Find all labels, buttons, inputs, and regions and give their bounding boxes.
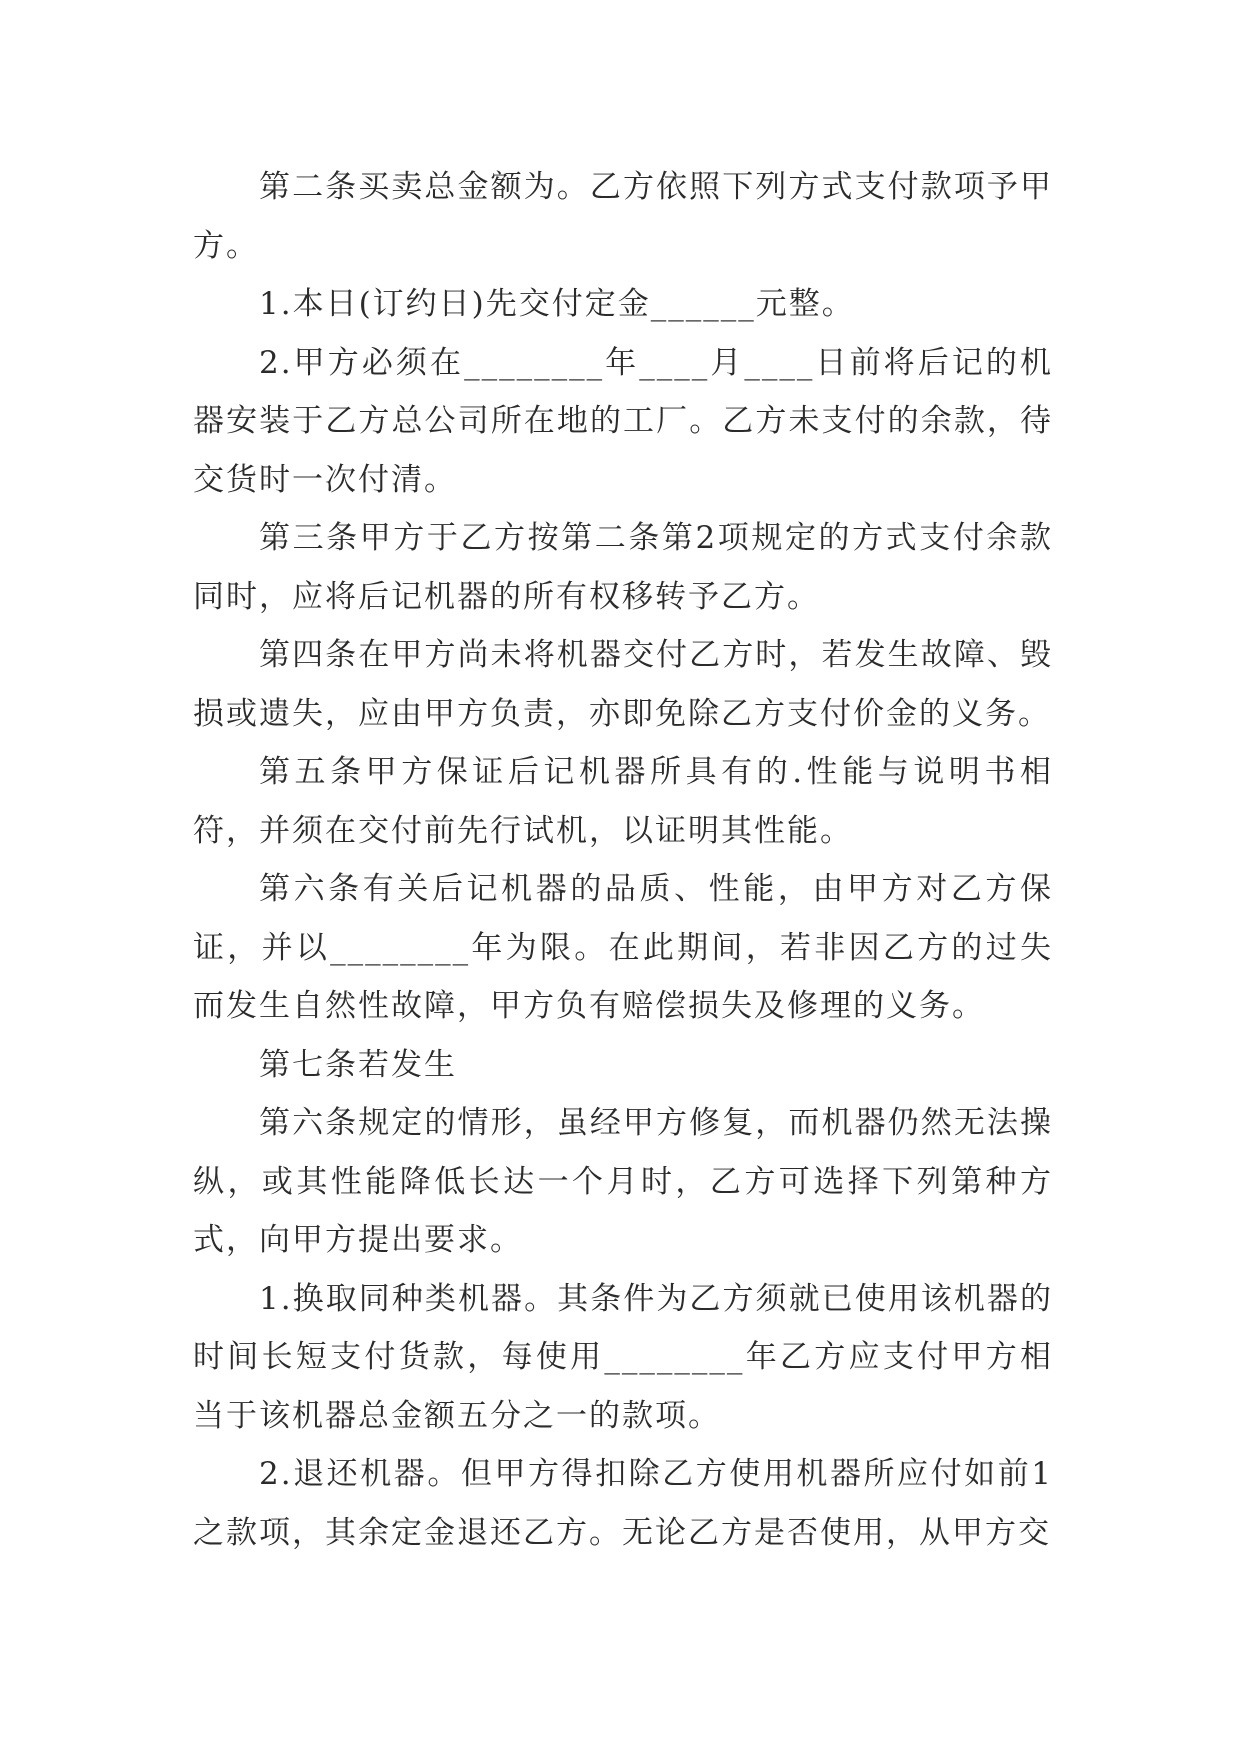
paragraph-article-7-item-2: 2.退还机器。但甲方得扣除乙方使用机器所应付如前1之款项，其余定金退还乙方。无论乙方是否使用，从甲方交 [193,1456,1053,1551]
paragraph-article-6: 第六条有关后记机器的品质、性能，由甲方对乙方保证，并以________年为限。在此期间，若非因乙方的过失而发生自然性故障，甲方负有赔偿损失及修理的义务。 [193,871,1053,1024]
paragraph-article-2: 第二条买卖总金额为。乙方依照下列方式支付款项予甲方。 [193,169,1053,264]
paragraph-article-7-heading: 第七条若发生 [259,1046,457,1083]
paragraph-article-4: 第四条在甲方尚未将机器交付乙方时，若发生故障、毁损或遗失，应由甲方负责，亦即免除乙方支付价金的义务。 [193,637,1053,732]
paragraph-article-5: 第五条甲方保证后记机器所具有的.性能与说明书相符，并须在交付前先行试机，以证明其性能。 [193,754,1053,849]
paragraph-article-7-item-1: 1.换取同种类机器。其条件为乙方须就已使用该机器的时间长短支付货款，每使用________年乙方应支付甲方相当于该机器总金额五分之一的款项。 [193,1280,1053,1434]
paragraph-article-7-body: 第六条规定的情形，虽经甲方修复，而机器仍然无法操纵，或其性能降低长达一个月时，乙方可选择下列第种方式，向甲方提出要求。 [193,1105,1053,1258]
paragraph-article-2-item-2: 2.甲方必须在________年____月____日前将后记的机器安装于乙方总公司所在地的工厂。乙方未支付的余款，待交货时一次付清。 [193,344,1053,498]
paragraph-article-3: 第三条甲方于乙方按第二条第2项规定的方式支付余款同时，应将后记机器的所有权移转予乙方。 [193,520,1053,615]
paragraph-article-2-item-1: 1.本日(订约日)先交付定金______元整。 [259,286,855,322]
document-body [193,158,1053,1562]
